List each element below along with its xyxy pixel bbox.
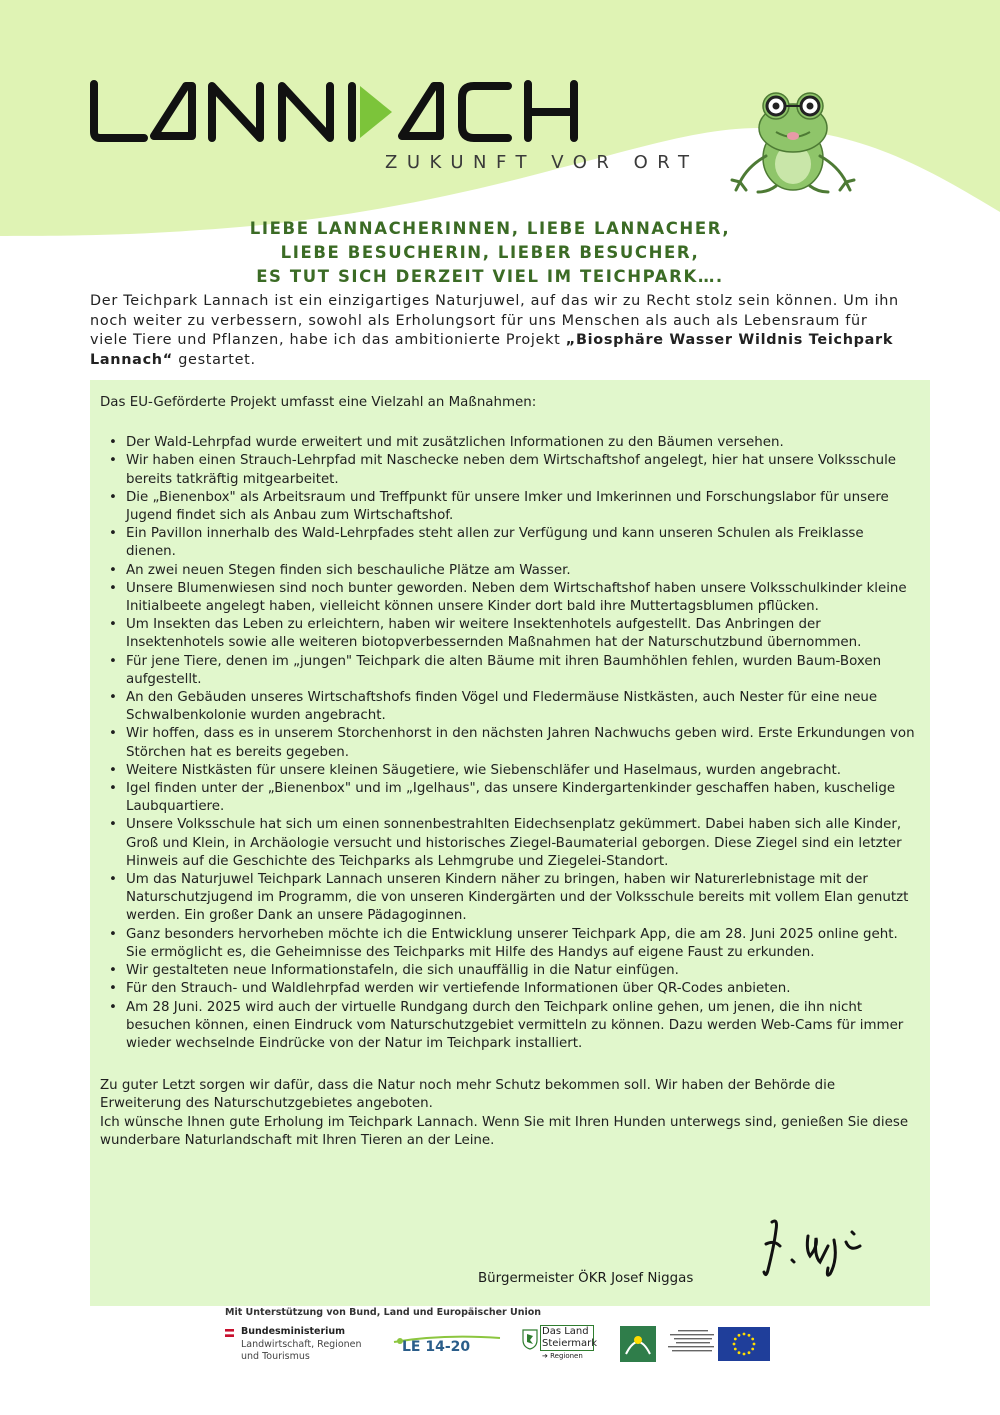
- outro-paragraph-2: Ich wünsche Ihnen gute Erholung im Teichpark Lannach. Wenn Sie mit Ihren Hunden unterwegs sind, genießen Sie diese wunderbare Naturlandschaft mit Ihren Tieren an der Leine.: [100, 1114, 909, 1148]
- austria-flag-icon: [225, 1329, 234, 1337]
- headline-line-3: ES TUT SICH DERZEIT VIEL IM TEICHPARK….: [256, 267, 724, 286]
- list-item: • Wir haben einen Strauch-Lehrpfad mit Naschecke neben dem Wirtschaftshof angelegt, hier hat unsere Volksschule bereits tatkräftig mitgearbeitet.: [100, 452, 915, 488]
- steiermark-line-2: Steiermark: [542, 1338, 598, 1349]
- measures-box: [90, 380, 930, 1306]
- headline-line-1: LIEBE LANNACHERINNEN, LIEBE LANNACHER,: [249, 219, 731, 238]
- le-1420-label: LE 14-20: [402, 1339, 471, 1355]
- ministry-line-1: Bundesministerium: [241, 1326, 346, 1337]
- list-item: • Am 28 Juni. 2025 wird auch der virtuelle Rundgang durch den Teichpark online gehen, um jenen, die ihn nicht besuchen können, einen Eindruck vom Naturschutzgebiet vermitteln zu können. Dazu werden Web-Cams für immer wieder wechselnde Eindrücke von der Natur im Teichpark installiert.: [100, 999, 915, 1054]
- list-item: • Ganz besonders hervorheben möchte ich die Entwicklung unserer Teichpark App, die am 28. Juni 2025 online geht. Sie ermöglicht es, die Geheimnisse des Teichparks mit Hilfe des Handys auf eigene Faust zu erkunden.: [100, 926, 915, 962]
- list-item: • Weitere Nistkästen für unsere kleinen Säugetiere, wie Siebenschläfer und Haselmaus, wurden angebracht.: [100, 762, 915, 780]
- intro-text-end: gestartet.: [172, 351, 256, 368]
- list-item: • An den Gebäuden unseres Wirtschaftshofs finden Vögel und Fledermäuse Nistkästen, auch Nester für eine neue Schwalbenkolonie wurden angebracht.: [100, 689, 915, 725]
- page-headline: [90, 217, 890, 289]
- project-name: „Biosphäre Wasser Wildnis Teichpark Lannach“: [90, 332, 894, 368]
- eu-fund-text-block: [664, 1330, 716, 1360]
- measures-list: [100, 434, 915, 1053]
- measures-content: [100, 394, 915, 1150]
- steiermark-crest-icon: [522, 1328, 538, 1350]
- headline-line-2: LIEBE BESUCHERIN, LIEBER BESUCHER,: [280, 243, 700, 262]
- logo-tagline: ZUKUNFT VOR ORT: [385, 152, 699, 173]
- list-item: • Der Wald-Lehrpfad wurde erweitert und mit zusätzlichen Informationen zu den Bäumen versehen.: [100, 434, 915, 452]
- list-item: • Für den Strauch- und Waldlehrpfad werden wir vertiefende Informationen über QR-Codes anbieten.: [100, 980, 915, 998]
- leader-logo-icon: [620, 1326, 656, 1362]
- frog-mascot-icon: [728, 86, 858, 198]
- ministry-line-3: und Tourismus: [241, 1351, 310, 1362]
- steiermark-line-1: Das Land: [542, 1326, 589, 1337]
- list-item: • Um das Naturjuwel Teichpark Lannach unseren Kindern näher zu bringen, haben wir Naturerlebnistage mit der Naturschutzjugend im Programm, die von unseren Kindergärten und der Volksschule bereits mit vollem Elan genutzt werden. Ein großer Dank an unsere Pädagoginnen.: [100, 871, 915, 926]
- lannach-logo: [88, 78, 608, 144]
- measures-lead: Das EU-Geförderte Projekt umfasst eine Vielzahl an Maßnahmen:: [100, 395, 537, 410]
- ministry-line-2: Landwirtschaft, Regionen: [241, 1339, 362, 1350]
- outro-paragraph-1: Zu guter Letzt sorgen wir dafür, dass die Natur noch mehr Schutz bekommen soll. Wir haben der Behörde die Erweiterung des Naturschutzgebietes angeboten.: [100, 1078, 836, 1112]
- funding-note: Mit Unterstützung von Bund, Land und Europäischer Union: [225, 1307, 542, 1318]
- list-item: • Wir gestalteten neue Informationstafeln, die sich unauffällig in die Natur einfügen.: [100, 962, 915, 980]
- intro-paragraph: [90, 292, 910, 370]
- list-item: • Für jene Tiere, denen im „jungen" Teichpark die alten Bäume mit ihren Baumhöhlen fehlen, wurden Baum-Boxen aufgestellt.: [100, 653, 915, 689]
- list-item: • Die „Bienenbox" als Arbeitsraum und Treffpunkt für unsere Imker und Imkerinnen und Forschungslabor für unsere Jugend findet sich als Anbau zum Wirtschaftshof.: [100, 489, 915, 525]
- list-item: • Igel finden unter der „Bienenbox" und im „Igelhaus", das unsere Kindergartenkinder geschaffen haben, kuschelige Laubquartiere.: [100, 780, 915, 816]
- handwritten-signature: [758, 1216, 868, 1280]
- signatory-name: Bürgermeister ÖKR Josef Niggas: [478, 1271, 694, 1286]
- list-item: • Um Insekten das Leben zu erleichtern, haben wir weitere Insektenhotels aufgestellt. Das Anbringen der Insektenhotels sowie alle weiteren biotopverbessernden Maßnahmen hat der Naturschutzbund übernommen.: [100, 616, 915, 652]
- steiermark-logo: [522, 1326, 598, 1364]
- list-item: • Wir hoffen, dass es in unserem Storchenhorst in den nächsten Jahren Nachwuchs geben wird. Erste Erkundungen von Störchen hat es bereits gegeben.: [100, 725, 915, 761]
- list-item: • An zwei neuen Stegen finden sich beschauliche Plätze am Wasser.: [100, 562, 915, 580]
- eu-flag-icon: [718, 1327, 770, 1361]
- intro-text: Der Teichpark Lannach ist ein einzigartiges Naturjuwel, auf das wir zu Recht stolz sein können. Um ihn noch weiter zu verbessern, sowohl als Erholungsort für uns Menschen als auch als Lebensraum für viele Tiere und Pflanzen, habe ich das ambitionierte Projekt: [90, 293, 899, 349]
- list-item: • Unsere Volksschule hat sich um einen sonnenbestrahlten Eidechsenplatz gekümmert. Dabei haben sich alle Kinder, Groß und Klein, in Archäologie versucht und historisches Ziegel-Baumaterial geborgen. Diese Ziegel sind ein letzter Hinweis auf die Geschichte des Teichparks als Lehmgrube und Ziegelei-Standort.: [100, 816, 915, 871]
- steiermark-line-3: ➔ Regionen: [542, 1352, 583, 1360]
- list-item: • Unsere Blumenwiesen sind noch bunter geworden. Neben dem Wirtschaftshof haben unsere Volksschulkinder kleine Initialbeete angelegt haben, vielleicht können unsere Kinder dort bald ihre Muttertagsblumen pflücken.: [100, 580, 915, 616]
- list-item: • Ein Pavillon innerhalb des Wald-Lehrpfades steht allen zur Verfügung und kann unseren Schulen als Freiklasse dienen.: [100, 525, 915, 561]
